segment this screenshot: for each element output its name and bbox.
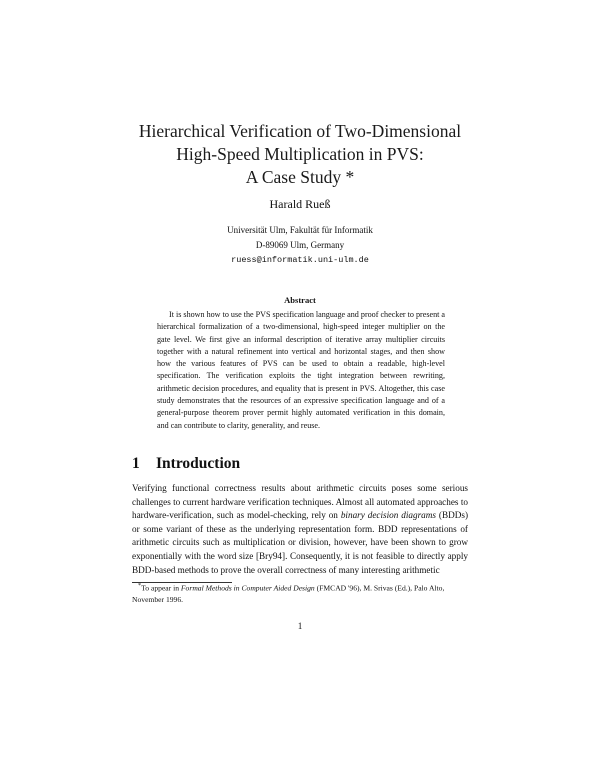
footnote-suffix: (FMCAD '96), M. Srivas (Ed.), Palo Alto, November 1996.	[132, 583, 445, 604]
title-line-3: A Case Study *	[245, 167, 355, 187]
body-emphasis: binary decision diagrams	[340, 510, 436, 521]
footnote-venue: Formal Methods in Computer Aided Design	[180, 583, 315, 593]
footnote	[132, 580, 472, 605]
body-paragraph	[132, 482, 468, 577]
section-heading	[132, 455, 240, 473]
section-number: 1	[132, 455, 140, 472]
abstract-text: It is shown how to use the PVS specification language and proof checker to present a hierarchical formalization of a two-dimensional, high-speed integer multiplier on the gate level. We first give an informal description of iterative array multiplier circuits together with a natural refinement into vertical and horizontal stages, and then show how the various features of PVS can be used to obtain a readable, high-level specification. The verification exploits the tight integration between rewriting, arithmetic decision procedures, and equality that is present in PVS. Altogether, this case study demonstrates that the resources of an expressive specification language and of a general-purpose theorem prover permit highly automated verification in this domain, and can contribute to clarity, generality, and reuse.	[157, 310, 445, 430]
abstract-heading: Abstract	[284, 295, 316, 305]
affiliation	[0, 223, 600, 268]
footnote-mark: *	[138, 582, 142, 589]
section-title: Introduction	[156, 455, 241, 472]
author-name: Harald Rueß	[269, 197, 331, 211]
affiliation-institution: Universität Ulm, Fakultät für Informatik	[227, 225, 373, 235]
title-line-1: Hierarchical Verification of Two-Dimensional	[138, 121, 462, 141]
page-number: 1	[297, 621, 303, 631]
paper-title	[0, 120, 600, 189]
body-text-part-1: Verifying functional correctness results about arithmetic circuits poses some serious challenges to current hardware verification techniques. Almost all automated approaches to hardware-verification, such as model-checking, rely on	[132, 483, 468, 521]
footnote-prefix: To appear in	[141, 583, 180, 593]
affiliation-address: D-89069 Ulm, Germany	[255, 240, 345, 250]
title-line-2: High-Speed Multiplication in PVS:	[176, 144, 424, 164]
author-email: ruess@informatik.uni-ulm.de	[231, 255, 369, 265]
body-text-part-2: (BDDs) or some variant of these as the underlying representation form. BDD representations of arithmetic circuits such as multiplication or division, however, have been shown to grow exponentially with the word size [Bry94]. Consequently, it is not feasible to directly apply BDD-based methods to prove the overall correctness of many interesting arithmetic	[132, 510, 468, 575]
